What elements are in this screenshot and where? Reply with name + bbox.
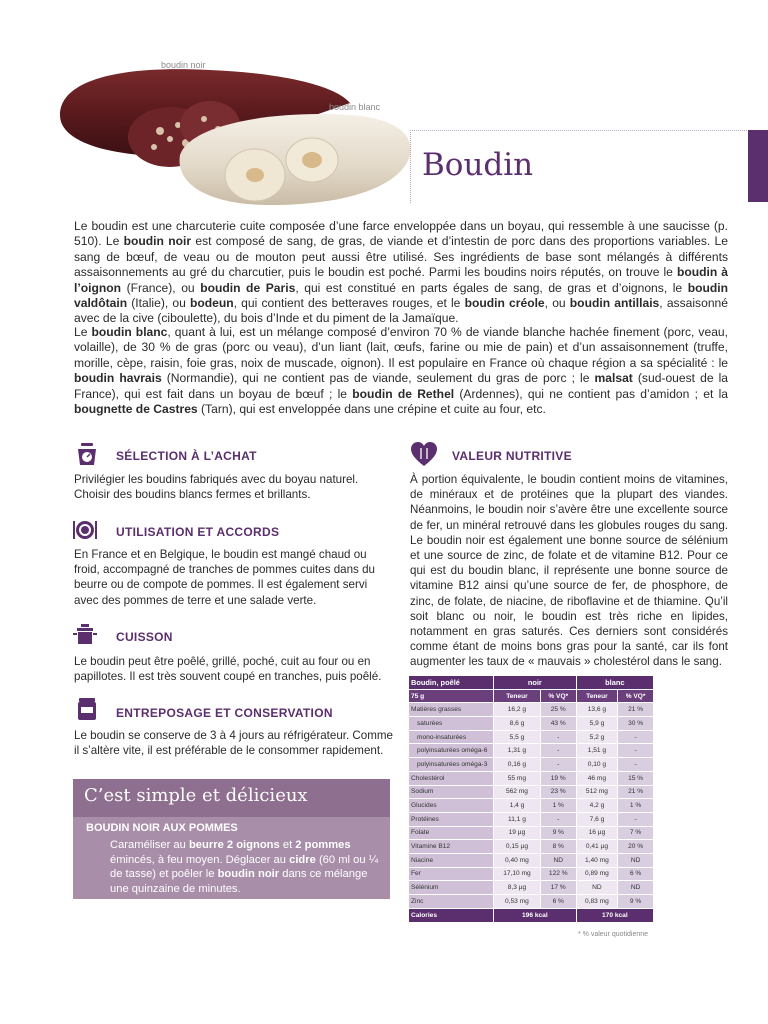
plate-icon xyxy=(72,517,98,543)
row-cell: 55 mg xyxy=(494,771,541,785)
bold-term: boudin de Paris xyxy=(200,280,296,295)
section-title-selection: SÉLECTION À L’ACHAT xyxy=(116,449,257,463)
row-cell: 7,6 g xyxy=(576,812,618,826)
section-text-cuisson: Le boudin peut être poêlé, grillé, poché, cuit au four ou en papillotes. Il est très souvent coupé en tranches, puis poêlé. xyxy=(74,655,382,684)
row-cell: 16 µg xyxy=(576,826,618,840)
row-cell: 1,40 mg xyxy=(576,853,618,867)
row-cell: ND xyxy=(618,853,654,867)
row-cell: 1 % xyxy=(618,799,654,813)
row-cell: 0,53 mg xyxy=(494,895,541,909)
table-row xyxy=(409,895,654,909)
row-cell: 6 % xyxy=(540,895,576,909)
text-run: et xyxy=(279,839,296,851)
bold-term: boudin noir xyxy=(217,868,280,881)
bold-term: boudin noir xyxy=(123,234,192,249)
text-run: est composé de sang, de gras, de viande et d’intestin de porc dans des proportions variables. Le sang de bœuf, de veau ou de mouton peut aussi être utilisé. Ses ingrédients de base sont mélangés à différents assaisonnements au gré du charcutier, puis le boudin est poché. Parmi les boudins noirs réputés, on trouve le xyxy=(74,234,728,280)
side-tab xyxy=(748,130,768,202)
table-row xyxy=(409,785,654,799)
row-cell: 30 % xyxy=(618,717,654,731)
bold-term: boudin antillais xyxy=(569,296,660,311)
row-cell: 512 mg xyxy=(576,785,618,799)
bold-term: 2 pommes xyxy=(295,839,351,851)
recipe-subheading: BOUDIN NOIR AUX POMMES xyxy=(86,822,238,834)
row-label: Folate xyxy=(409,826,494,840)
table-row xyxy=(409,717,654,731)
row-cell: - xyxy=(540,812,576,826)
row-label: Protéines xyxy=(409,812,494,826)
bold-term: cidre xyxy=(289,853,316,866)
text-run: (Tarn), qui est enveloppée dans une crépine et cuite au four, etc. xyxy=(197,402,546,417)
row-cell: 562 mg xyxy=(494,785,541,799)
table-footer-noir: 196 kcal xyxy=(494,908,577,922)
text-run: (France), ou xyxy=(121,280,201,295)
table-row xyxy=(409,744,654,758)
table-row xyxy=(409,840,654,854)
text-run: (sud-ouest de la France), qui est fait dans un boyau de bœuf ; le xyxy=(74,371,729,401)
row-cell: 5,5 g xyxy=(494,730,541,744)
row-label: Niacine xyxy=(409,853,494,867)
bold-term: boudin de Rethel xyxy=(352,386,455,401)
row-cell: 16,2 g xyxy=(494,703,541,717)
table-header-noir: noir xyxy=(494,676,577,690)
row-cell: 5,9 g xyxy=(576,717,618,731)
section-title-entreposage: ENTREPOSAGE ET CONSERVATION xyxy=(116,706,333,720)
row-cell: 21 % xyxy=(618,785,654,799)
row-cell: 20 % xyxy=(618,840,654,854)
row-label: Cholestérol xyxy=(409,771,494,785)
row-cell: ND xyxy=(618,881,654,895)
row-cell: - xyxy=(540,730,576,744)
row-cell: - xyxy=(618,744,654,758)
row-cell: 9 % xyxy=(618,895,654,909)
text-run: (Italie), ou xyxy=(127,296,190,311)
row-cell: 122 % xyxy=(540,867,576,881)
section-text-selection: Privilégier les boudins fabriqués avec du boyau naturel. Choisir des boudins blancs fermes et brillants. xyxy=(74,473,359,502)
row-cell: 21 % xyxy=(618,703,654,717)
row-cell: 0,41 µg xyxy=(576,840,618,854)
recipe-heading: C’est simple et délicieux xyxy=(84,785,308,806)
row-label: Sodium xyxy=(409,785,494,799)
row-cell: 17,10 mg xyxy=(494,867,541,881)
row-cell: 19 µg xyxy=(494,826,541,840)
intro-paragraph-blanc xyxy=(74,325,728,417)
table-row xyxy=(409,799,654,813)
table-row xyxy=(409,703,654,717)
row-cell: - xyxy=(618,812,654,826)
text-run: , qui est constitué en parts égales de sang, de gras et d’oignons, le xyxy=(295,280,688,295)
table-row xyxy=(409,771,654,785)
table-row xyxy=(409,730,654,744)
row-cell: 8 % xyxy=(540,840,576,854)
row-cell: 11,1 g xyxy=(494,812,541,826)
recipe-text xyxy=(110,838,380,896)
row-cell: 15 % xyxy=(618,771,654,785)
bold-term: bougnette de Castres xyxy=(74,402,198,417)
table-header-vq-noir: % VQ* xyxy=(540,689,576,703)
row-cell: 19 % xyxy=(540,771,576,785)
row-cell: 25 % xyxy=(540,703,576,717)
caption-boudin-noir: boudin noir xyxy=(161,60,206,70)
table-footer-blanc: 170 kcal xyxy=(576,908,653,922)
intro-paragraph-noir xyxy=(74,219,728,327)
table-row xyxy=(409,867,654,881)
text-run: , ou xyxy=(544,296,570,311)
jar-icon xyxy=(74,696,100,722)
row-label: Sélénium xyxy=(409,881,494,895)
section-title-cuisson: CUISSON xyxy=(116,630,173,644)
row-cell: 0,83 mg xyxy=(576,895,618,909)
table-header-portion: 75 g xyxy=(409,689,494,703)
text-run: , assaisonné avec de la cive (ciboulette), du bois d’Inde et du piment de la Jamaïque. xyxy=(74,296,728,326)
text-run: Le boudin est une charcuterie cuite composée d’une farce enveloppée dans un boyau, qui ressemble à une saucisse (p. 510). Le xyxy=(74,219,728,249)
row-cell: - xyxy=(540,758,576,772)
row-cell: - xyxy=(618,758,654,772)
table-row xyxy=(409,826,654,840)
row-cell: 0,16 g xyxy=(494,758,541,772)
pot-icon xyxy=(72,621,98,647)
row-cell: 1 % xyxy=(540,799,576,813)
row-cell: - xyxy=(618,730,654,744)
row-cell: 8,3 µg xyxy=(494,881,541,895)
row-cell: 0,10 g xyxy=(576,758,618,772)
section-text-entreposage: Le boudin se conserve de 3 à 4 jours au réfrigérateur. Comme il s’altère vite, il est préférable de le consommer rapidement. xyxy=(74,729,394,758)
scale-icon xyxy=(74,441,100,467)
row-cell: - xyxy=(540,744,576,758)
bold-term: beurre 2 oignons xyxy=(188,839,280,851)
row-label: polyinsaturées oméga-3 xyxy=(409,758,494,772)
text-run: , qui contient des betteraves rouges, et le xyxy=(233,296,465,311)
row-cell: 46 mg xyxy=(576,771,618,785)
table-header-teneur-noir: Teneur xyxy=(494,689,541,703)
bold-term: boudin créole xyxy=(464,296,545,311)
row-cell: 1,51 g xyxy=(576,744,618,758)
row-label: mono-insaturées xyxy=(409,730,494,744)
row-cell: 13,6 g xyxy=(576,703,618,717)
row-cell: 17 % xyxy=(540,881,576,895)
boudin-illustration xyxy=(50,55,420,215)
bold-term: malsat xyxy=(594,371,633,386)
row-label: Glucides xyxy=(409,799,494,813)
table-footnote: * % valeur quotidienne xyxy=(578,931,649,938)
table-footer-label: Calories xyxy=(409,908,494,922)
row-cell: 43 % xyxy=(540,717,576,731)
heart-icon xyxy=(410,441,438,467)
row-cell: 0,89 mg xyxy=(576,867,618,881)
text-run: , quant à lui, est un mélange composé d’environ 70 % de viande blanche hachée finement (porc, veau, volaille), de 30 % de gras (porc ou veau), d’un liant (lait, œufs, farine ou mie de pain) et d’un assaisonnement (truffe, morille, cèpe, raisin, foie gras, noix de muscade, oignon). Il est populaire en France où chaque région a sa spécialité : le xyxy=(74,325,729,370)
row-cell: 7 % xyxy=(618,826,654,840)
text-run: (60 ml ou ¼ de tasse) et poêler le xyxy=(110,853,379,881)
bold-term: boudin blanc xyxy=(91,325,168,339)
table-header-teneur-blanc: Teneur xyxy=(576,689,618,703)
table-row xyxy=(409,853,654,867)
row-label: polyinsaturées oméga-6 xyxy=(409,744,494,758)
bold-term: boudin havrais xyxy=(74,371,162,386)
table-row xyxy=(409,758,654,772)
text-run: dans ce mélange une quinzaine de minutes. xyxy=(110,868,368,895)
row-cell: 6 % xyxy=(618,867,654,881)
row-cell: 5,2 g xyxy=(576,730,618,744)
row-label: saturées xyxy=(409,717,494,731)
table-row xyxy=(409,812,654,826)
table-row xyxy=(409,881,654,895)
table-header-food: Boudin, poêlé xyxy=(409,676,494,690)
text-run: (Normandie), qui ne contient pas de viande, seulement du gras de porc ; le xyxy=(161,371,595,386)
nutrition-table xyxy=(408,675,654,923)
text-run: émincés, à feu moyen. Déglacer au xyxy=(110,853,290,866)
bold-term: bodeun xyxy=(189,296,234,311)
bold-term: boudin à l’oignon xyxy=(74,265,728,295)
row-cell: 0,15 µg xyxy=(494,840,541,854)
table-header-blanc: blanc xyxy=(576,676,653,690)
section-title-nutrition: VALEUR NUTRITIVE xyxy=(452,449,572,463)
bold-term: boudin valdôtain xyxy=(74,280,729,311)
row-cell: ND xyxy=(576,881,618,895)
section-text-utilisation: En France et en Belgique, le boudin est mangé chaud ou froid, accompagné de tranches de pommes cuites dans du beurre ou de compote de pommes. Il est également servi avec des pommes de terre et une salade verte. xyxy=(74,548,375,607)
row-cell: 1,31 g xyxy=(494,744,541,758)
row-label: Vitamine B12 xyxy=(409,840,494,854)
table-header-vq-blanc: % VQ* xyxy=(618,689,654,703)
row-label: Matières grasses xyxy=(409,703,494,717)
row-cell: 8,6 g xyxy=(494,717,541,731)
row-label: Zinc xyxy=(409,895,494,909)
row-cell: ND xyxy=(540,853,576,867)
row-cell: 0,40 mg xyxy=(494,853,541,867)
text-run: Le xyxy=(74,325,92,339)
text-run: (Ardennes), qui ne contient pas d’amidon ; et la xyxy=(454,386,728,401)
page-title: Boudin xyxy=(422,147,534,183)
row-cell: 9 % xyxy=(540,826,576,840)
caption-boudin-blanc: boudin blanc xyxy=(329,102,381,112)
row-cell: 1,4 g xyxy=(494,799,541,813)
row-label: Fer xyxy=(409,867,494,881)
row-cell: 23 % xyxy=(540,785,576,799)
row-cell: 4,2 g xyxy=(576,799,618,813)
section-text-nutrition: À portion équivalente, le boudin contient moins de vitamines, de minéraux et de protéines que la plupart des viandes. Néanmoins, le boudin noir s’avère être une excellente source de fer, un minéral retrouvé dans les globules rouges du sang. Le boudin noir est également une bonne source de sélénium et une source de zinc, de folate et de vitamine B12. Pour ce qui est du boudin blanc, il représente une bonne source de vitamine B12 ainsi qu’une source de fer, de phosphore, de zinc, de folate, de niacine, de riboflavine et de thiamine. Qu’il soit blanc ou noir, le boudin est très riche en lipides, notamment en gras saturés. Ces derniers sont considérés comme étant de moins bons gras pour la santé, car ils font augmenter les taux de « mauvais » cholestérol dans le sang. xyxy=(410,473,728,669)
text-run: Caraméliser au xyxy=(110,839,189,851)
section-title-utilisation: UTILISATION ET ACCORDS xyxy=(116,525,280,539)
